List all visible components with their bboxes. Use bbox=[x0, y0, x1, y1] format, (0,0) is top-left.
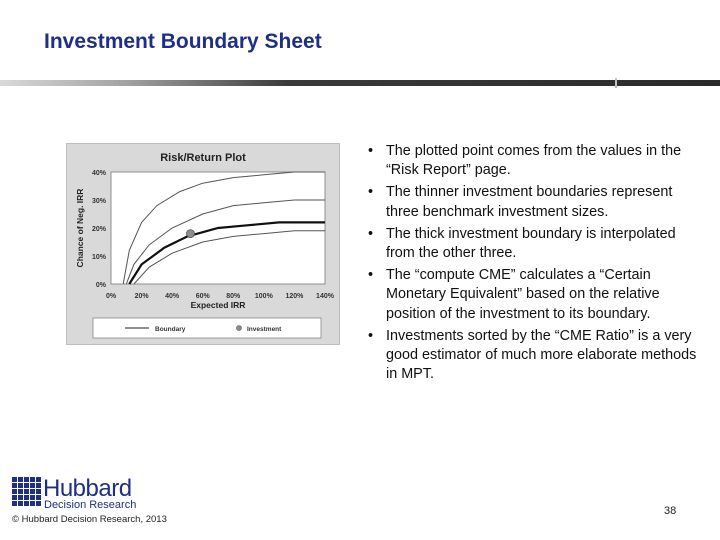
x-tick-label: 100% bbox=[254, 293, 273, 300]
y-tick-label: 40% bbox=[91, 170, 106, 177]
x-tick-label: 0% bbox=[105, 293, 117, 300]
bullet-item: • The “compute CME” calculates a “Certain Monetary Equivalent” based on the relative position of the investment to its boundary. bbox=[368, 266, 698, 324]
bullet-item: • The plotted point comes from the values in the “Risk Report” page. bbox=[368, 142, 698, 180]
legend-label-boundary: Boundary bbox=[155, 326, 186, 333]
legend-label-investment: Investment bbox=[247, 326, 282, 333]
x-tick-label: 120% bbox=[285, 293, 304, 300]
page-number: 38 bbox=[664, 505, 677, 517]
x-axis-label: Expected IRR bbox=[190, 300, 246, 310]
x-tick-label: 40% bbox=[165, 293, 180, 300]
hubbard-logo bbox=[12, 475, 162, 518]
x-tick-label: 60% bbox=[195, 293, 210, 300]
bullet-list bbox=[368, 142, 698, 387]
logo-grid-icon bbox=[12, 477, 41, 506]
y-tick-label: 0% bbox=[95, 282, 106, 289]
copyright-text: © Hubbard Decision Research, 2013 bbox=[12, 514, 167, 525]
logo-word: Hubbard bbox=[43, 475, 132, 502]
x-tick-label: 80% bbox=[226, 293, 241, 300]
y-tick-label: 30% bbox=[91, 198, 106, 205]
y-tick-label: 10% bbox=[91, 254, 106, 261]
investment-point bbox=[186, 230, 194, 238]
legend-investment-swatch bbox=[237, 326, 242, 331]
divider-tick bbox=[615, 78, 617, 88]
logo-subtitle: Decision Research bbox=[44, 499, 137, 511]
y-tick-label: 20% bbox=[91, 226, 106, 233]
y-axis-label: Chance of Neg. IRR bbox=[75, 188, 85, 268]
bullet-item: • The thick investment boundary is interpolated from the other three. bbox=[368, 225, 698, 263]
x-tick-label: 140% bbox=[316, 293, 334, 300]
bullet-item: • Investments sorted by the “CME Ratio” is a very good estimator of much more elaborate methods in MPT. bbox=[368, 327, 698, 385]
chart-title: Risk/Return Plot bbox=[160, 152, 246, 164]
bullet-item: • The thinner investment boundaries represent three benchmark investment sizes. bbox=[368, 183, 698, 221]
slide-title: Investment Boundary Sheet bbox=[44, 30, 322, 53]
chart-svg bbox=[67, 144, 339, 344]
title-divider-bar bbox=[0, 80, 720, 86]
x-tick-label: 20% bbox=[134, 293, 149, 300]
risk-return-chart bbox=[66, 143, 340, 345]
